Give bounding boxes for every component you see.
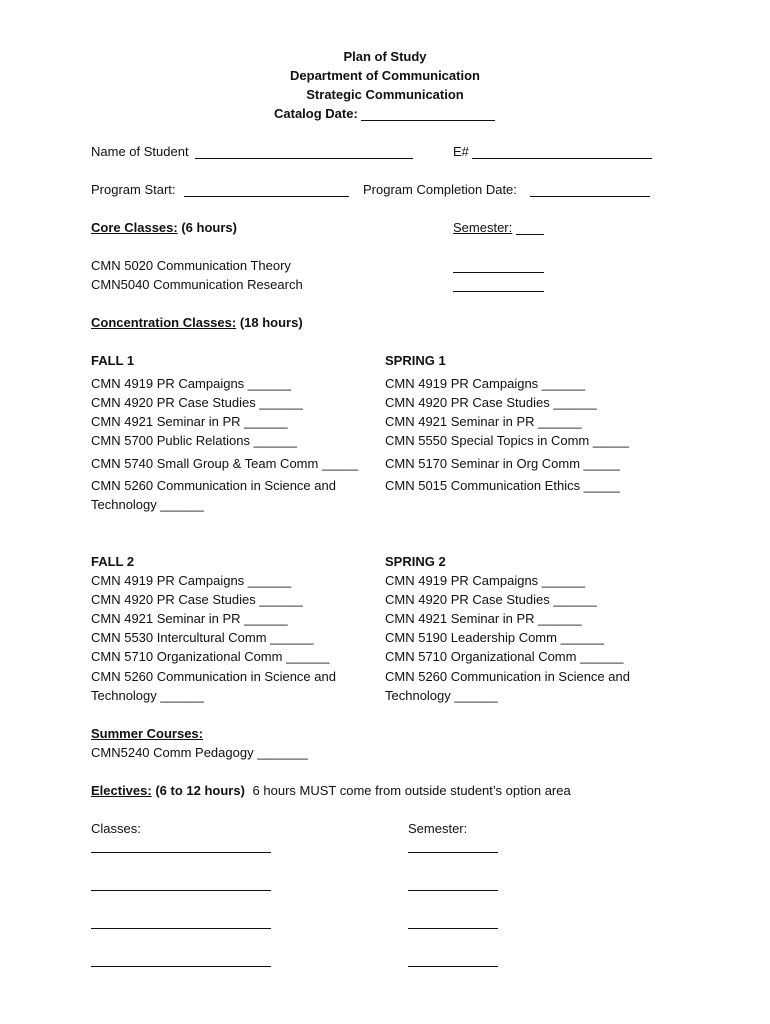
spring2-heading: SPRING 2 <box>385 554 446 569</box>
spring2-course: CMN 5190 Leadership Comm ______ <box>385 630 604 645</box>
elective-class-line[interactable] <box>91 966 271 967</box>
spring2-course: CMN 4919 PR Campaigns ______ <box>385 573 586 588</box>
elective-semester-line[interactable] <box>408 852 498 853</box>
core-semester-line[interactable] <box>516 234 544 235</box>
spring1-course: CMN 5550 Special Topics in Comm _____ <box>385 433 629 448</box>
electives-hours: (6 to 12 hours) <box>155 783 245 798</box>
fall1-course: CMN 4919 PR Campaigns ______ <box>91 376 292 391</box>
catalog-date-label: Catalog Date: <box>274 106 358 121</box>
electives-note: 6 hours MUST come from outside student’s option area <box>252 783 571 798</box>
program-start-line[interactable] <box>184 196 349 197</box>
spring1-course: CMN 5170 Seminar in Org Comm _____ <box>385 456 620 471</box>
electives-label: Electives: <box>91 783 152 798</box>
fall2-course: CMN 4921 Seminar in PR ______ <box>91 611 288 626</box>
core-classes-heading <box>91 219 237 236</box>
fall1-heading: FALL 1 <box>91 353 135 368</box>
spring1-heading: SPRING 1 <box>385 353 446 368</box>
fall1-course: CMN 5260 Communication in Science and <box>91 478 336 493</box>
catalog-date-line[interactable] <box>361 120 495 121</box>
program-completion-line[interactable] <box>530 196 650 197</box>
summer-course: CMN5240 Comm Pedagogy _______ <box>91 745 308 760</box>
fall2-course: Technology ______ <box>91 688 204 703</box>
electives-heading <box>91 782 571 799</box>
elective-semester-line[interactable] <box>408 890 498 891</box>
core-semester-label: Semester: <box>453 220 513 235</box>
fall2-heading: FALL 2 <box>91 554 135 569</box>
core-classes-label: Core Classes: <box>91 220 178 235</box>
spring2-course: CMN 4920 PR Case Studies ______ <box>385 592 597 607</box>
student-id-label: E# <box>453 144 469 159</box>
fall1-course: CMN 5700 Public Relations ______ <box>91 433 297 448</box>
spring1-course: CMN 5015 Communication Ethics _____ <box>385 478 620 493</box>
elective-class-line[interactable] <box>91 852 271 853</box>
electives-semester-label: Semester: <box>408 821 468 836</box>
concentration-heading <box>91 314 303 331</box>
program-completion-label: Program Completion Date: <box>363 182 517 197</box>
document-title: Plan of Study <box>343 49 427 64</box>
elective-semester-line[interactable] <box>408 966 498 967</box>
core-course-2-semester-line[interactable] <box>453 291 544 292</box>
core-classes-hours: (6 hours) <box>181 220 237 235</box>
elective-class-line[interactable] <box>91 928 271 929</box>
elective-class-line[interactable] <box>91 890 271 891</box>
fall2-course: CMN 5530 Intercultural Comm ______ <box>91 630 314 645</box>
fall1-course: CMN 4921 Seminar in PR ______ <box>91 414 288 429</box>
fall2-course: CMN 5710 Organizational Comm ______ <box>91 649 330 664</box>
spring2-course: Technology ______ <box>385 688 498 703</box>
fall1-course: Technology ______ <box>91 497 204 512</box>
spring1-course: CMN 4920 PR Case Studies ______ <box>385 395 597 410</box>
spring1-course: CMN 4919 PR Campaigns ______ <box>385 376 586 391</box>
program-name: Strategic Communication <box>306 87 464 102</box>
concentration-label: Concentration Classes: <box>91 315 237 330</box>
spring1-course: CMN 4921 Seminar in PR ______ <box>385 414 582 429</box>
fall1-course: CMN 5740 Small Group & Team Comm _____ <box>91 456 359 471</box>
summer-heading: Summer Courses: <box>91 726 203 741</box>
fall2-course: CMN 5260 Communication in Science and <box>91 669 336 684</box>
student-id-line[interactable] <box>472 158 652 159</box>
concentration-hours: (18 hours) <box>239 315 303 330</box>
spring2-course: CMN 5260 Communication in Science and <box>385 669 630 684</box>
fall2-course: CMN 4919 PR Campaigns ______ <box>91 573 292 588</box>
spring2-course: CMN 4921 Seminar in PR ______ <box>385 611 582 626</box>
department-name: Department of Communication <box>290 68 480 83</box>
student-name-label: Name of Student <box>91 144 189 159</box>
core-course-2: CMN5040 Communication Research <box>91 277 303 292</box>
electives-classes-label: Classes: <box>91 821 141 836</box>
student-name-line[interactable] <box>195 158 413 159</box>
program-start-label: Program Start: <box>91 182 176 197</box>
core-course-1-semester-line[interactable] <box>453 272 544 273</box>
fall1-course: CMN 4920 PR Case Studies ______ <box>91 395 303 410</box>
core-course-1: CMN 5020 Communication Theory <box>91 258 291 273</box>
spring2-course: CMN 5710 Organizational Comm ______ <box>385 649 624 664</box>
fall2-course: CMN 4920 PR Case Studies ______ <box>91 592 303 607</box>
elective-semester-line[interactable] <box>408 928 498 929</box>
